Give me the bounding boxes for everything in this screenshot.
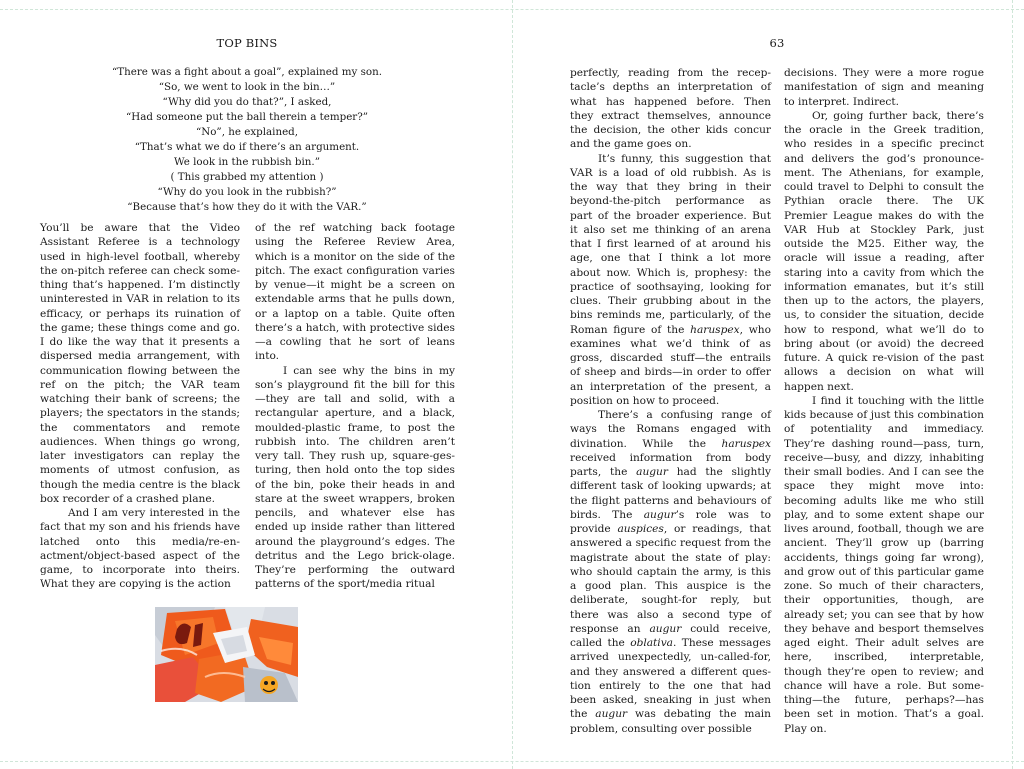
epigraph-line: “Had someone put the ball therein a temper?”	[125, 111, 369, 123]
paragraph: You’ll be aware that the Video Assistant Referee is a technology used in high-level football, whereby the on-pitch referee can check something that’s happened. I’m distinctly uninterested in VAR in relation to its efficacy, or perhaps its ruination of the game; these things come and go. I do like the way that it presents a dispersed media arrangement, with communication flowing between the ref on the pitch; the VAR team watching their bank of screens; the players; the spectators in the stands; the commentators and remote audiences. When things go wrong, later investigators can replay the moments of utmost confusion, as though the media centre is the black box recorder of a crashed plane.	[40, 222, 240, 505]
body-column-3	[570, 66, 771, 736]
paragraph: of the ref watching back footage using the Referee Review Area, which is a monitor on the side of the pitch. The exact configuration varies by venue—it might be a screen on extendable arms that he pulls down, or a laptop on a table. Quite often there’s a hatch, with protective sides—a cowling that he sort of leans into.	[255, 222, 455, 363]
paragraph: And I am very interested in the fact that my son and his friends have latched onto this media/re-enactment/object-based aspect of the game, to incorporate into theirs. What they are copying is the action	[40, 507, 240, 591]
sweet-wrappers-photo	[155, 607, 298, 702]
epigraph-line: “No”, he explained,	[195, 126, 299, 138]
epigraph	[40, 65, 454, 215]
epigraph-line: “Because that’s how they do it with the VAR.”	[127, 201, 367, 213]
paragraph: It’s funny, this suggestion that VAR is a load of old rubbish. As is the way that they bring in their beyond-the-pitch performance as part of the broader experience. But it also set me thinking of an arena that I first learned of at around his age, one that I think a lot more about now. Which is, prophesy: the practice of soothsaying, looking for clues. Their grubbing about in the bins reminds me, particularly, of the Roman figure of the haruspex, who examines what we’d think of as gross, discarded stuff—the entrails of sheep and birds—in order to offer an interpretation of the present, a position on how to proceed.	[570, 152, 771, 407]
epigraph-line: “Why did you do that?”, I asked,	[162, 96, 332, 108]
epigraph-line: “That’s what we do if there’s an argument.	[134, 141, 360, 153]
body-column-4	[784, 66, 984, 736]
paragraph: There’s a confusing range of ways the Romans engaged with divination. While the haruspex received information from body parts, the augur had the slightly different task of looking upwards; at the flight patterns and behaviours of birds. The augur’s role was to provide auspices, or readings, that answered a specific request from the magistrate about the state of play: who should captain the army, is this a good plan. This auspice is the deliberate, sought-for reply, but there was also a second type of response an augur could receive, called the oblativa. These messages arrived unexpectedly, un-called-for, and they answered a different question entirely to the one that had been asked, sneaking in just when the augur was debating the main problem, consulting over possible	[570, 409, 772, 735]
epigraph-line: ( This grabbed my attention )	[170, 171, 324, 183]
paragraph: I can see why the bins in my son’s playground fit the bill for this—they are tall and solid, with a rectangular aperture, and a black, moulded-plastic frame, to post the rubbish into. The children aren’t very tall. They rush up, square-gesturing, then hold onto the top sides of the bin, poke their heads in and stare at the sweet wrappers, broken pencils, and whatever else has ended up inside rather than littered around the playground’s edges. The detritus and the Lego brick-olage. They’re performing the outward patterns of the sport/media ritual	[255, 364, 455, 591]
right-page	[512, 0, 1024, 769]
epigraph-line: We look in the rubbish bin.”	[174, 156, 320, 168]
epigraph-line: “Why do you look in the rubbish?”	[157, 186, 337, 198]
paragraph: Or, going further back, there’s the oracle in the Greek tradition, who resides in a specific precinct and delivers the god’s pronouncement. The Athenians, for example, could travel to Delphi to consult the Pythian oracle there. The UK Premier League makes do with the VAR Hub at Stockley Park, just outside the M25. Either way, the oracle will issue a reading, after staring into a cavity from which the information emanates, but it’s still then up to the actors, the players, us, to consider the situation, decide how to respond, what we’ll do to bring about (or avoid) the decreed future. A quick re-vision of the past allows a decision on what will happen next.	[784, 109, 984, 393]
paragraph: decisions. They were a more rogue manifestation of sign and meaning to interpret. Indirect.	[784, 67, 984, 108]
epigraph-line: “There was a fight about a goal”, explained my son.	[111, 66, 383, 78]
epigraph-line: “So, we went to look in the bin…”	[158, 81, 336, 93]
page-number: 63	[769, 36, 785, 50]
body-column-2	[255, 221, 455, 592]
paragraph: perfectly, reading from the receptacle’s depths an interpretation of what has happened before. Then they extract themselves, announce the decision, the other kids concur and the game goes on.	[570, 67, 771, 151]
body-column-1	[40, 221, 240, 592]
paragraph: I find it touching with the little kids because of just this combination of potentiality and immediacy. They’re dashing round—pass, turn, receive—busy, and dizzy, inhabiting their small bodies. And I can see the space they might move into: becoming adults like me who still play, and to some extent shape our lives around, football, though we are ancient. They’ll grow up (barring accidents, things going far wrong), and grow out of this particular game zone. So much of their characters, their opportunities, though, are already set; you can see that by how they behave and besport themselves aged eight. Their adult selves are here, inscribed, interpretable, though they’re open to review; and chance will have a role. But something—the future, perhaps?—has been set in motion. That’s a goal. Play on.	[784, 394, 984, 735]
running-head: TOP BINS	[216, 36, 278, 50]
